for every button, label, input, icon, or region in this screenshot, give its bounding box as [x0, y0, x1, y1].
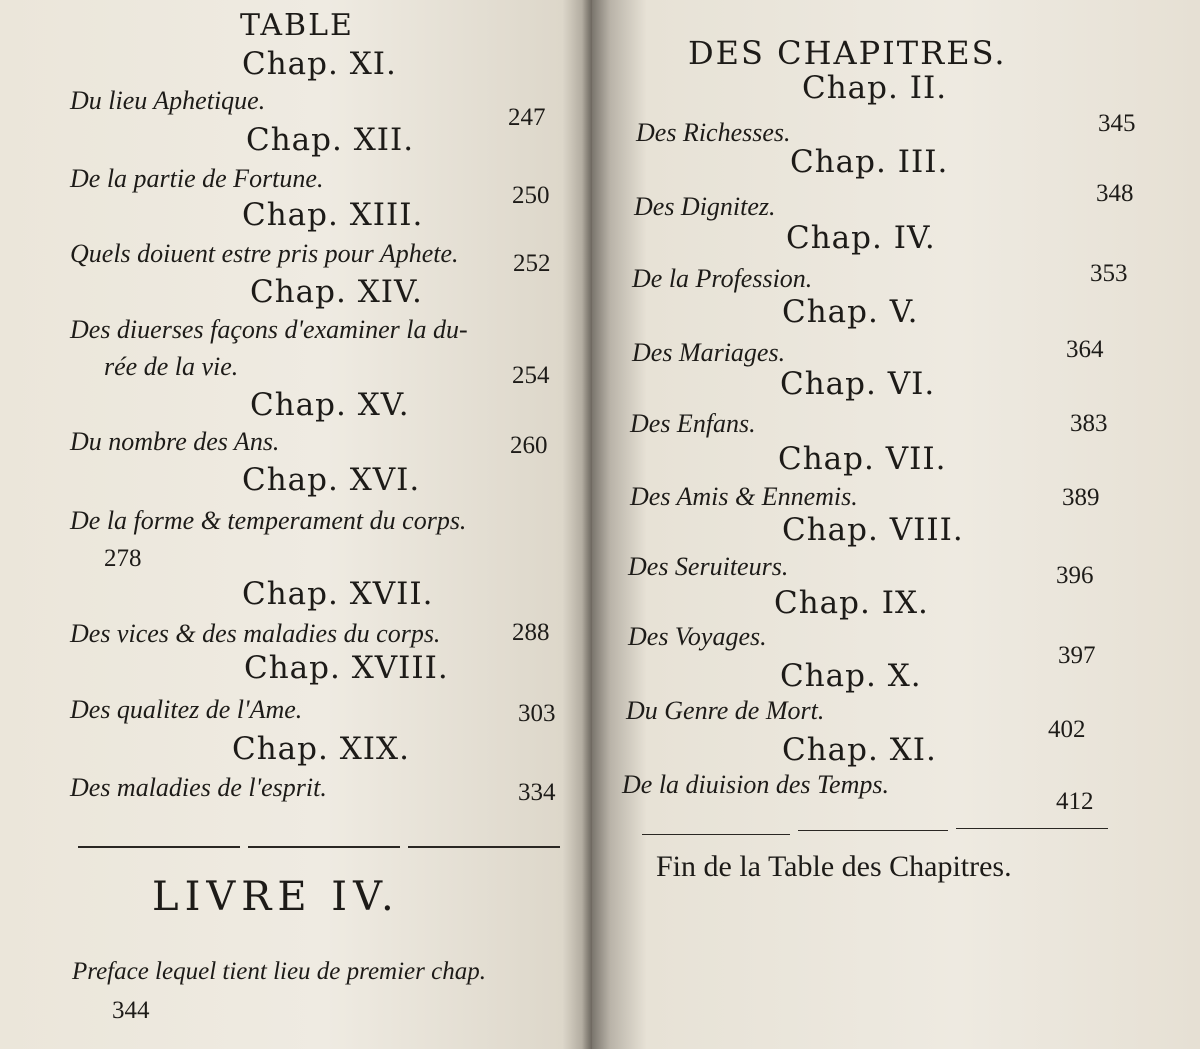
page-number: 334 — [518, 779, 556, 806]
chapter-heading: Chap. VIII. — [782, 512, 964, 548]
page-number: 345 — [1098, 110, 1136, 137]
page-number: 247 — [508, 104, 546, 131]
book-title: LIVRE IV. — [152, 874, 400, 920]
chapter-title: Des Mariages. — [632, 338, 786, 367]
page-number: 348 — [1096, 180, 1134, 207]
chapter-heading: Chap. II. — [802, 70, 948, 106]
rule-segment — [642, 834, 790, 835]
chapter-heading: Chap. XI. — [242, 46, 397, 82]
page-number: 396 — [1056, 562, 1094, 589]
page-number: 383 — [1070, 410, 1108, 437]
chapter-title: Des vices & des maladies du corps. — [70, 619, 441, 648]
page-number: 260 — [510, 432, 548, 459]
right-running-header: DES CHAPITRES. — [688, 34, 1007, 72]
left-running-header: TABLE — [240, 8, 354, 43]
page-number: 412 — [1056, 788, 1094, 815]
chapter-heading: Chap. XIV. — [250, 274, 423, 310]
chapter-heading: Chap. V. — [782, 294, 919, 330]
chapter-title: Des Seruiteurs. — [628, 552, 789, 581]
page-number: 344 — [112, 997, 150, 1024]
left-page — [0, 0, 592, 1049]
chapter-title: De la diuision des Temps. — [622, 770, 889, 799]
chapter-heading: Chap. XVII. — [242, 576, 434, 612]
chapter-heading: Chap. VII. — [778, 441, 947, 477]
rule-segment — [78, 846, 240, 848]
chapter-heading: Chap. XII. — [246, 122, 415, 158]
chapter-title: Des diuerses façons d'examiner la du- — [70, 315, 468, 344]
chapter-title: Des maladies de l'esprit. — [70, 773, 327, 802]
chapter-title: Du nombre des Ans. — [70, 427, 280, 456]
chapter-title: Des qualitez de l'Ame. — [70, 695, 303, 724]
rule-segment — [798, 830, 948, 831]
page-number: 389 — [1062, 484, 1100, 511]
chapter-heading: Chap. X. — [780, 658, 922, 694]
table-end-note: Fin de la Table des Chapitres. — [656, 850, 1012, 883]
chapter-heading: Chap. IX. — [774, 585, 929, 621]
page-number: 353 — [1090, 260, 1128, 287]
chapter-title: Des Richesses. — [636, 118, 791, 147]
chapter-title: Du Genre de Mort. — [626, 696, 825, 725]
page-number: 250 — [512, 182, 550, 209]
chapter-title: Des Dignitez. — [634, 192, 776, 221]
rule-segment — [408, 846, 560, 848]
rule-segment — [248, 846, 400, 848]
right-page — [592, 0, 1200, 1049]
chapter-title: De la Profession. — [632, 264, 813, 293]
chapter-title: De la forme & temperament du corps. — [70, 506, 467, 535]
chapter-heading: Chap. VI. — [780, 366, 936, 402]
chapter-heading: Chap. XI. — [782, 732, 937, 768]
preface-title: Preface lequel tient lieu de premier chap. — [72, 958, 486, 985]
chapter-title: De la partie de Fortune. — [70, 164, 324, 193]
chapter-heading: Chap. XIII. — [242, 197, 424, 233]
chapter-heading: Chap. III. — [790, 144, 949, 180]
chapter-title: Des Amis & Ennemis. — [630, 482, 858, 511]
page-number: 397 — [1058, 642, 1096, 669]
chapter-title: Quels doiuent estre pris pour Aphete. — [70, 239, 459, 268]
chapter-heading: Chap. IV. — [786, 220, 936, 256]
page-number: 364 — [1066, 336, 1104, 363]
chapter-heading: Chap. XV. — [250, 387, 410, 423]
page-number: 288 — [512, 619, 550, 646]
page-number: 402 — [1048, 716, 1086, 743]
page-number: 252 — [513, 250, 551, 277]
chapter-title: Du lieu Aphetique. — [70, 86, 266, 115]
page-number: 278 — [104, 545, 142, 572]
rule-segment — [956, 828, 1108, 829]
chapter-heading: Chap. XVIII. — [244, 650, 449, 686]
chapter-heading: Chap. XVI. — [242, 462, 421, 498]
chapter-title: Des Voyages. — [628, 622, 767, 651]
page-number: 303 — [518, 700, 556, 727]
chapter-title-continued: rée de la vie. — [104, 352, 239, 381]
chapter-heading: Chap. XIX. — [232, 731, 410, 767]
chapter-title: Des Enfans. — [630, 409, 756, 438]
page-number: 254 — [512, 362, 550, 389]
